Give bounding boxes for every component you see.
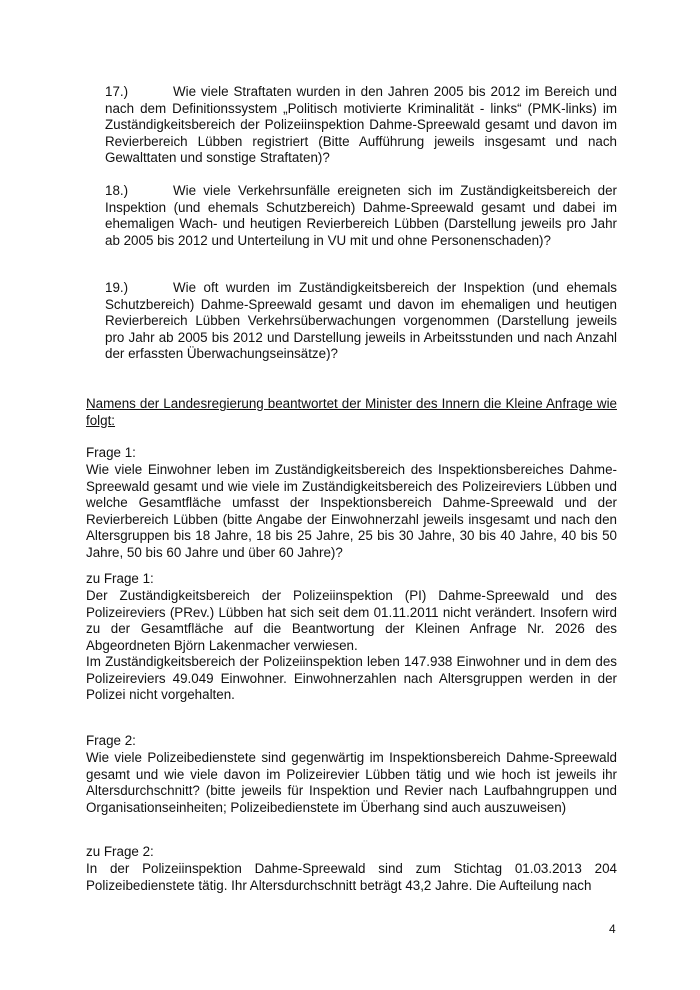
frage-1-heading: Frage 1: bbox=[86, 445, 136, 460]
question-number: 17.) bbox=[105, 84, 129, 99]
question-text: Wie viele Straftaten wurden in den Jahren 2005 bis 2012 im Bereich und nach dem Definitionssystem „Politisch motivierte Kriminalität - links“ (PMK-links) im Zuständigkeitsbereich der Polizeiinspektion Dahme-Spreewald gesamt und davon im Revierbereich Lübben registriert (Bitte Aufführung jeweils insgesamt und nach Gewalttaten und sonstige Straftaten)? bbox=[105, 84, 617, 166]
antwort-2-heading: zu Frage 2: bbox=[86, 844, 154, 859]
antwort-1-paragraph-1: Der Zuständigkeitsbereich der Polizeiinspektion (PI) Dahme-Spreewald und des Polizeireviers (PRev.) Lübben hat sich seit dem 01.11.2011 nicht verändert. Insofern wird zu der Gesamtfläche auf die Beantwortung der Kleinen Anfrage Nr. 2026 des Abgeordneten Björn Lakenmacher verwiesen. bbox=[86, 588, 617, 653]
page-number: 4 bbox=[609, 922, 616, 936]
frage-2-heading: Frage 2: bbox=[86, 733, 136, 748]
frage-2-text: Wie viele Polizeibedienstete sind gegenwärtig im Inspektionsbereich Dahme-Spreewald gesamt und wie viele davon im Polizeirevier Lübben tätig und wie hoch ist jeweils ihr Altersdurchschnitt? (bitte jeweils für Inspektion und Revier nach Laufbahngruppen und Organisationseinheiten; Polizeibedienstete im Überhang sind auch auszuweisen) bbox=[86, 750, 617, 815]
frage-1-text: Wie viele Einwohner leben im Zuständigkeitsbereich des Inspektionsbereiches Dahme-Spreewald gesamt und wie viele im Zuständigkeitsbereich des Polizeireviers Lübben und welche Gesamtfläche umfasst der Inspektionsbereich Dahme-Spreewald und der Revierbereich Lübben (bitte Angabe der Einwohnerzahl jeweils insgesamt und nach den Altersgruppen bis 18 Jahre, 18 bis 25 Jahre, 25 bis 30 Jahre, 30 bis 40 Jahre, 40 bis 50 Jahre, 50 bis 60 Jahre und über 60 Jahre)? bbox=[86, 462, 617, 560]
question-17 bbox=[105, 84, 617, 167]
antwort-1-paragraph-2: Im Zuständigkeitsbereich der Polizeiinspektion leben 147.938 Einwohner und in dem des Polizeireviers 49.049 Einwohner. Einwohnerzahlen nach Altersgruppen werden in der Polizei nicht vorgehalten. bbox=[86, 654, 617, 703]
antwort-1-heading: zu Frage 1: bbox=[86, 571, 154, 586]
question-number: 19.) bbox=[105, 280, 129, 295]
question-text: Wie viele Verkehrsunfälle ereigneten sich im Zuständigkeitsbereich der Inspektion (und ehemals Schutzbereich) Dahme-Spreewald gesamt und dabei im ehemaligen Wach- und heutigen Revierbereich Lübben (Darstellung jeweils pro Jahr ab 2005 bis 2012 und Unterteilung in VU mit und ohne Personenschaden)? bbox=[105, 183, 617, 248]
answer-intro: Namens der Landesregierung beantwortet der Minister des Innern die Kleine Anfrage wie folgt: bbox=[86, 396, 617, 428]
antwort-2-paragraph-1: In der Polizeiinspektion Dahme-Spreewald sind zum Stichtag 01.03.2013 204 Polizeibedienstete tätig. Ihr Altersdurchschnitt beträgt 43,2 Jahre. Die Aufteilung nach bbox=[86, 861, 617, 893]
question-text: Wie oft wurden im Zuständigkeitsbereich der Inspektion (und ehemals Schutzbereich) Dahme-Spreewald gesamt und davon im ehemaligen und heutigen Revierbereich Lübben Verkehrsüberwachungen vorgenommen (Darstellung jeweils pro Jahr ab 2005 bis 2012 und Darstellung jeweils in Arbeitsstunden und nach Anzahl der erfassten Überwachungseinsätze)? bbox=[105, 280, 617, 362]
question-19 bbox=[105, 280, 617, 363]
question-number: 18.) bbox=[105, 183, 129, 198]
question-18 bbox=[105, 183, 617, 249]
